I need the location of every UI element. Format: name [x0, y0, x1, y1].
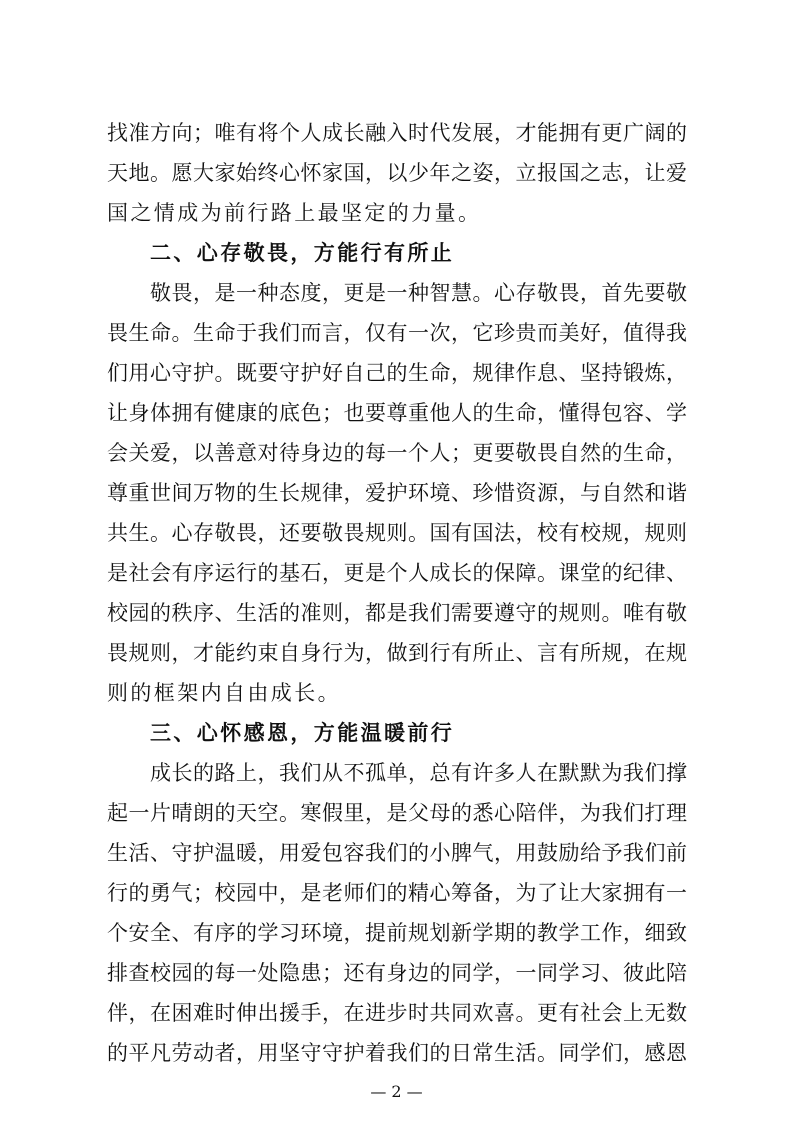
body-text-line: 畏规则，才能约束自身行为，做到行有所止、言有所规，在规: [107, 641, 687, 665]
body-text-line: 敬畏，是一种态度，更是一种智慧。心存敬畏，首先要敬: [150, 281, 687, 305]
body-text-line: 天地。愿大家始终心怀家国，以少年之姿，立报国之志，让爱: [107, 161, 687, 185]
body-text-line: 找准方向；唯有将个人成长融入时代发展，才能拥有更广阔的: [107, 121, 687, 145]
body-text-line: 会关爱，以善意对待身边的每一个人；更要敬畏自然的生命，: [107, 441, 687, 465]
body-text-line: 起一片晴朗的天空。寒假里，是父母的悉心陪伴，为我们打理: [107, 801, 687, 825]
body-text-line: 国之情成为前行路上最坚定的力量。: [107, 201, 482, 225]
section-heading: 三、心怀感恩，方能温暖前行: [150, 720, 455, 745]
body-text-line: 校园的秩序、生活的准则，都是我们需要遵守的规则。唯有敬: [107, 601, 687, 625]
body-text-line: 伴，在困难时伸出援手，在进步时共同欢喜。更有社会上无数: [107, 1001, 687, 1025]
body-text-line: 排查校园的每一处隐患；还有身边的同学，一同学习、彼此陪: [107, 961, 687, 985]
body-text-line: 共生。心存敬畏，还要敬畏规则。国有国法，校有校规，规则: [107, 521, 687, 545]
body-text-line: 行的勇气；校园中，是老师们的精心筹备，为了让大家拥有一: [107, 881, 687, 905]
body-text-line: 的平凡劳动者，用坚守守护着我们的日常生活。同学们，感恩: [107, 1041, 687, 1065]
body-text-line: 是社会有序运行的基石，更是个人成长的保障。课堂的纪律、: [107, 561, 687, 585]
body-text-line: 尊重世间万物的生长规律，爱护环境、珍惜资源，与自然和谐: [107, 481, 687, 505]
page-number: — 2 —: [370, 1082, 423, 1101]
body-text-line: 们用心守护。既要守护好自己的生命，规律作息、坚持锻炼，: [107, 361, 687, 385]
body-text-line: 生活、守护温暖，用爱包容我们的小脾气，用鼓励给予我们前: [107, 841, 687, 865]
body-text-line: 则的框架内自由成长。: [107, 681, 341, 705]
body-text-line: 畏生命。生命于我们而言，仅有一次，它珍贵而美好，值得我: [107, 321, 687, 345]
body-text-line: 让身体拥有健康的底色；也要尊重他人的生命，懂得包容、学: [107, 401, 687, 425]
body-text-line: 个安全、有序的学习环境，提前规划新学期的教学工作，细致: [107, 921, 687, 945]
section-heading: 二、心存敬畏，方能行有所止: [150, 240, 455, 265]
body-text-line: 成长的路上，我们从不孤单，总有许多人在默默为我们撑: [150, 761, 687, 785]
